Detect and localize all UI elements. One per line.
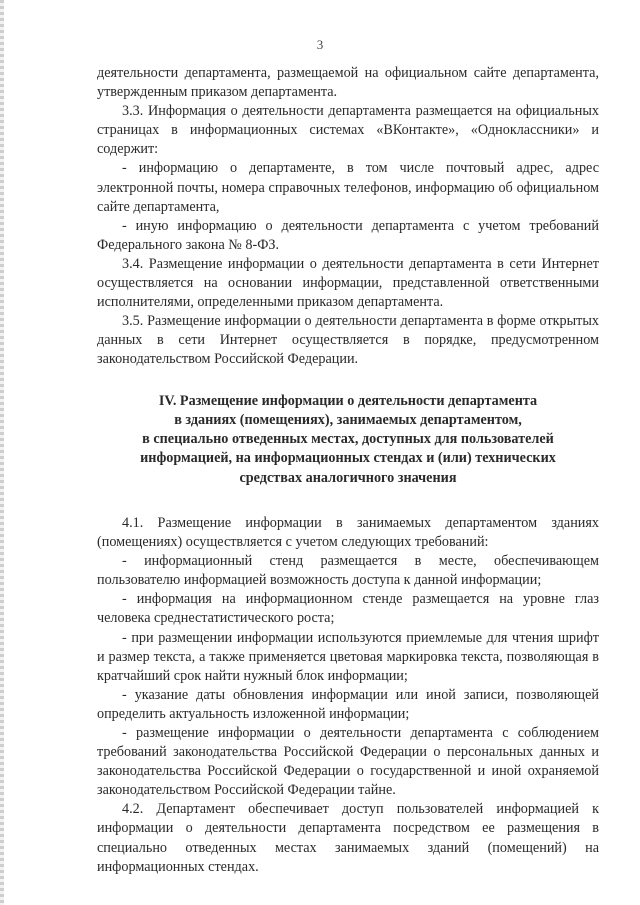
paragraph-continuation: деятельности департамента, размещаемой на официальном сайте департамента, утвержденным приказом департамента.: [97, 65, 599, 101]
paragraph-4-1: 4.1. Размещение информации в занимаемых департаментом зданиях (помещениях) осуществляется с учетом следующих требований:: [97, 514, 599, 551]
heading-line: средствах аналогичного значения: [239, 469, 457, 486]
heading-line: информацией, на информационных стендах и (или) технических: [140, 450, 556, 467]
heading-line: IV. Размещение информации о деятельности департамента: [158, 392, 538, 409]
list-item: - указание даты обновления информации или иной записи, позволяющей определить актуальность изложенной информации;: [97, 686, 599, 722]
list-item: - иную информацию о деятельности департамента с учетом требований Федерального закона № 8-ФЗ.: [97, 217, 599, 253]
paragraph-3-3: 3.3. Информация о деятельности департамента размещается на официальных страницах в информационных системах «ВКонтакте», «Одноклассники» и содержит:: [97, 103, 599, 158]
heading-line: в зданиях (помещениях), занимаемых департаментом,: [174, 411, 522, 428]
page-number: 3: [316, 37, 324, 52]
list-item: - информационный стенд размещается в месте, обеспечивающем пользователю информацией возможность доступа к данной информации;: [97, 553, 599, 589]
paragraph-4-2: 4.2. Департамент обеспечивает доступ пользователей информацией к информации о деятельности департамента посредством ее размещения в специально отведенных местах занимаемых зданий (помещений) на информационных стендах.: [97, 801, 599, 875]
paragraph-3-5: 3.5. Размещение информации о деятельности департамента в форме открытых данных в сети Интернет осуществляется в порядке, предусмотренном законодательством Российской Федерации.: [97, 313, 599, 368]
scan-edge: [0, 0, 4, 905]
section-heading: [97, 392, 599, 488]
paragraph-3-4: 3.4. Размещение информации о деятельности департамента в сети Интернет осуществляется на основании информации, представленной ответственными исполнителями, определенными приказом департамента.: [97, 255, 599, 311]
list-item: - информацию о департаменте, в том числе почтовый адрес, адрес электронной почты, номера справочных телефонов, информацию об официальном сайте департамента,: [97, 160, 599, 215]
list-item: - размещение информации о деятельности департамента с соблюдением требований законодательства Российской Федерации о персональных данных и законодательства Российской Федерации о государственной и иной охраняемой законодательством Российской Федерации тайне.: [97, 725, 599, 799]
list-item: - при размещении информации используются приемлемые для чтения шрифт и размер текста, а также применяется цветовая маркировка текста, позволяющая в кратчайший срок найти нужный блок информации;: [97, 629, 599, 684]
list-item: - информация на информационном стенде размещается на уровне глаз человека среднестатистического роста;: [97, 591, 599, 627]
document-body: [97, 64, 599, 877]
heading-line: в специально отведенных местах, доступных для пользователей: [142, 431, 554, 448]
